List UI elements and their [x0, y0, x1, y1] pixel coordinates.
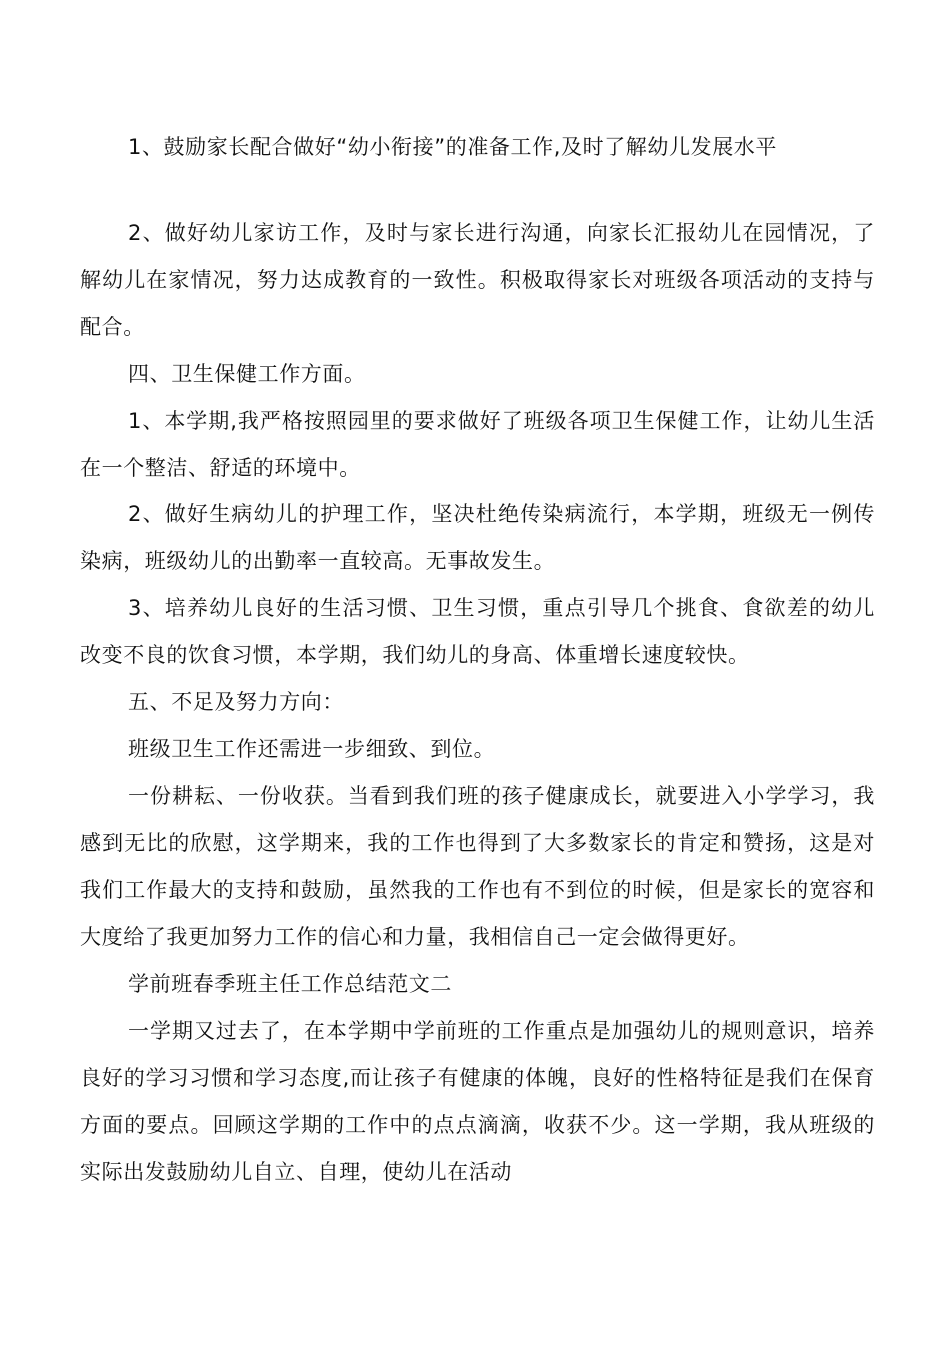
paragraph-semester-summary: 一学期又过去了，在本学期中学前班的工作重点是加强幼儿的规则意识，培养良好的学习习惯和学习态度,而让孩子有健康的体魄，良好的性格特征是我们在保育方面的要点。回顾这学期的工作中的点点滴滴，收获不少。这一学期，我从班级的实际出发鼓励幼儿自立、自理，使幼儿在活动: [80, 1019, 875, 1184]
section-heading-health-care: 四、卫生保健工作方面。: [128, 362, 366, 386]
section-heading-shortcomings: 五、不足及努力方向：: [128, 690, 344, 714]
paragraph-reflection: 一份耕耘、一份收获。当看到我们班的孩子健康成长，就要进入小学学习，我感到无比的欣慰，这学期来，我的工作也得到了大多数家长的肯定和赞扬，这是对我们工作最大的支持和鼓励，虽然我的工作也有不到位的时候，但是家长的宽容和大度给了我更加努力工作的信心和力量，我相信自己一定会做得更好。: [80, 784, 875, 949]
document-subtitle: 学前班春季班主任工作总结范文二: [128, 972, 452, 996]
paragraph-hygiene-improvement: 班级卫生工作还需进一步细致、到位。: [128, 737, 496, 761]
paragraph-sick-care: 2、做好生病幼儿的护理工作，坚决杜绝传染病流行，本学期，班级无一例传染病，班级幼儿的出勤率一直较高。无事故发生。: [80, 502, 875, 573]
paragraph-health-work: 1、本学期,我严格按照园里的要求做好了班级各项卫生保健工作，让幼儿生活在一个整洁、舒适的环境中。: [80, 409, 875, 480]
paragraph-habits: 3、培养幼儿良好的生活习惯、卫生习惯，重点引导几个挑食、食欲差的幼儿改变不良的饮食习惯，本学期，我们幼儿的身高、体重增长速度较快。: [80, 596, 875, 667]
paragraph-home-visits: 2、做好幼儿家访工作，及时与家长进行沟通，向家长汇报幼儿在园情况，了解幼儿在家情况，努力达成教育的一致性。积极取得家长对班级各项活动的支持与配合。: [80, 221, 875, 339]
paragraph-parent-cooperation: 1、鼓励家长配合做好“幼小衔接”的准备工作,及时了解幼儿发展水平: [128, 135, 777, 159]
